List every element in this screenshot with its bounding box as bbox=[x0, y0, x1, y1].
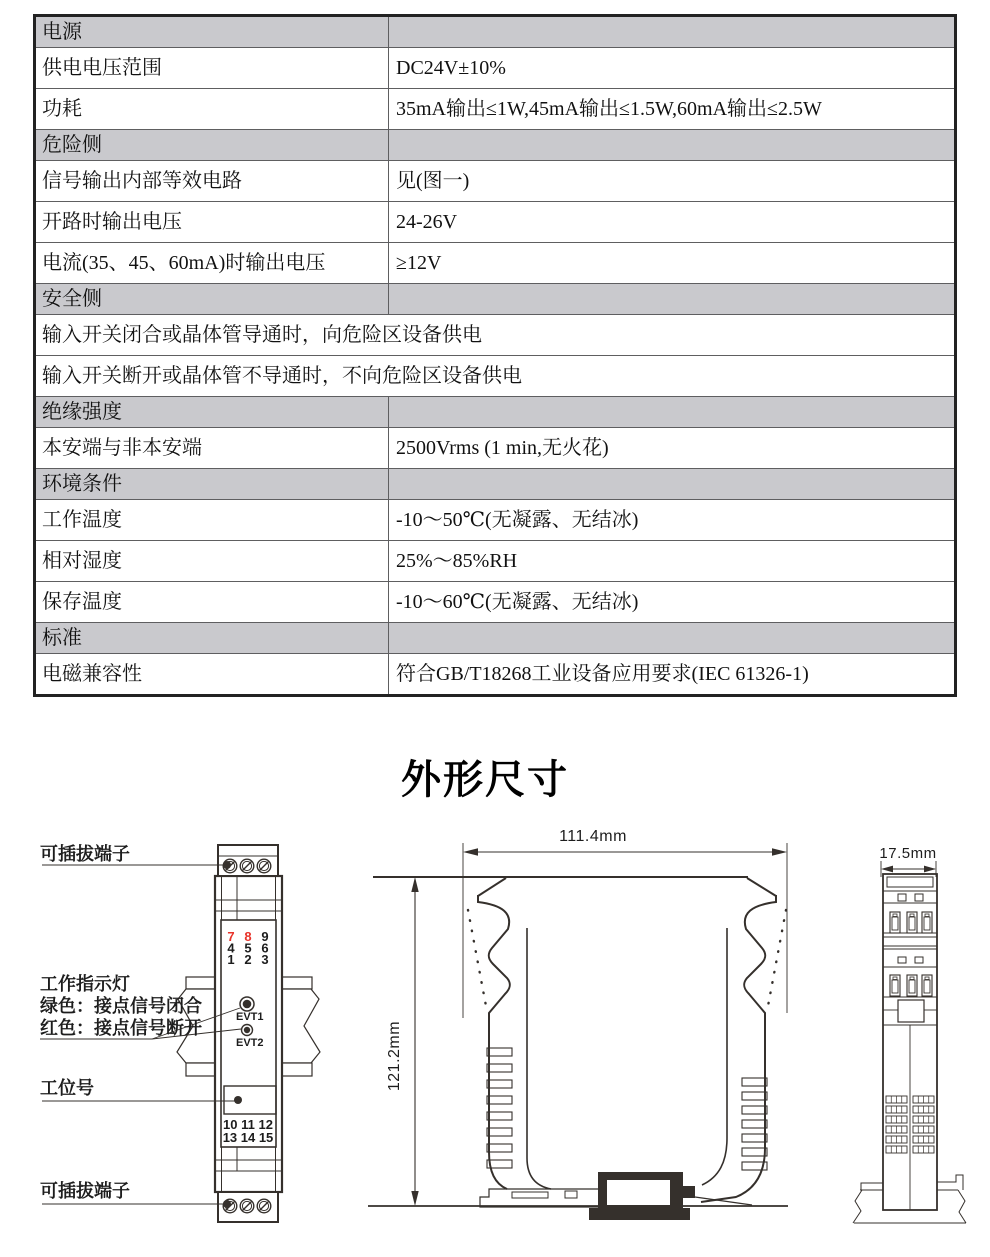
label-indicator-green: 绿色：接点信号闭合 bbox=[40, 996, 202, 1016]
end-view bbox=[853, 845, 966, 1223]
row-label: 输入开关断开或晶体管不导通时，不向危险区设备供电 bbox=[42, 365, 522, 387]
row-label: 绝缘强度 bbox=[36, 397, 389, 427]
row-value: 2500Vrms (1 min,无火花) bbox=[396, 437, 609, 459]
terminal-number: 7 bbox=[227, 929, 235, 944]
side-view bbox=[368, 828, 788, 1220]
din-rail-right bbox=[280, 977, 320, 1076]
width-dimension-label: 111.4mm bbox=[559, 828, 627, 845]
row-label: 危险侧 bbox=[36, 130, 389, 160]
row-label: 功耗 bbox=[36, 89, 389, 129]
label-station-number: 工位号 bbox=[40, 1078, 94, 1098]
terminal-number: 1 bbox=[227, 952, 235, 967]
arrow-right-icon bbox=[772, 848, 787, 856]
row-value: DC24V±10% bbox=[396, 57, 506, 79]
vent-slots-left bbox=[487, 1048, 512, 1168]
row-label: 标准 bbox=[36, 623, 389, 653]
arrow-right-icon bbox=[924, 866, 936, 873]
terminal-numbers-bottom-row1: 10 11 12 bbox=[223, 1117, 273, 1132]
row-label: 供电电压范围 bbox=[36, 48, 389, 88]
row-value: 符合GB/T18268工业设备应用要求(IEC 61326-1) bbox=[396, 663, 809, 685]
enclosure-left-profile bbox=[478, 895, 510, 1189]
terminal-number: 5 bbox=[244, 940, 252, 956]
row-label: 本安端与非本安端 bbox=[36, 428, 389, 468]
terminal-numbers-bottom-row2: 13 14 15 bbox=[222, 1130, 274, 1145]
row-label: 保存温度 bbox=[36, 582, 389, 622]
row-label: 信号输出内部等效电路 bbox=[36, 161, 389, 201]
vent-slots-right bbox=[742, 1078, 767, 1170]
row-label: 安全侧 bbox=[36, 284, 389, 314]
row-label: 电流(35、45、60mA)时输出电压 bbox=[36, 243, 389, 283]
terminal-number: 4 bbox=[227, 940, 235, 956]
terminal-number: 2 bbox=[244, 952, 252, 967]
led-label-evt2: EVT2 bbox=[236, 1037, 264, 1049]
terminal-number: 3 bbox=[261, 952, 269, 967]
row-label: 相对湿度 bbox=[36, 541, 389, 581]
terminal-number: 6 bbox=[261, 940, 269, 956]
label-indicator-red: 红色：接点信号断开 bbox=[40, 1018, 202, 1038]
label-pluggable-terminal-bottom: 可插拔端子 bbox=[40, 1181, 130, 1201]
arrow-left-icon bbox=[463, 848, 478, 856]
row-label: 电源 bbox=[36, 17, 389, 47]
end-width-dimension-label: 17.5mm bbox=[879, 845, 937, 862]
row-value: 25%～85%RH bbox=[396, 550, 518, 572]
row-label: 输入开关闭合或晶体管导通时，向危险区设备供电 bbox=[42, 324, 482, 346]
row-label: 环境条件 bbox=[36, 469, 389, 499]
row-label: 工作温度 bbox=[36, 500, 389, 540]
din-clip bbox=[589, 1172, 752, 1220]
leader-dot bbox=[223, 861, 231, 869]
row-value: 24-26V bbox=[396, 211, 458, 233]
terminal-number: 9 bbox=[261, 929, 269, 944]
led-label-evt1: EVT1 bbox=[236, 1011, 264, 1023]
dotted-line-left bbox=[468, 910, 486, 1006]
arrow-up-icon bbox=[411, 877, 418, 892]
arrow-down-icon bbox=[411, 1191, 418, 1206]
row-value: 见(图一) bbox=[396, 170, 470, 192]
front-view bbox=[40, 843, 320, 1222]
label-indicator-title: 工作指示灯 bbox=[40, 974, 130, 994]
label-pluggable-terminal-top: 可插拔端子 bbox=[40, 844, 130, 864]
arrow-left-icon bbox=[881, 866, 893, 873]
height-dimension-label: 121.2mm bbox=[386, 1020, 403, 1092]
terminal-number: 8 bbox=[244, 929, 252, 944]
leader-dot bbox=[234, 1096, 242, 1104]
row-value: -10～50℃(无凝露、无结冰) bbox=[396, 509, 639, 531]
terminal-numbers-top bbox=[227, 929, 268, 967]
dotted-line-right bbox=[768, 910, 786, 1006]
row-value: -10～60℃(无凝露、无结冰) bbox=[396, 591, 639, 613]
row-value: 35mA输出≤1W,45mA输出≤1.5W,60mA输出≤2.5W bbox=[396, 98, 822, 120]
leader-dot bbox=[223, 1200, 231, 1208]
row-label: 开路时输出电压 bbox=[36, 202, 389, 242]
section-title: 外形尺寸 bbox=[401, 758, 569, 802]
row-value: ≥12V bbox=[396, 252, 442, 274]
row-label: 电磁兼容性 bbox=[36, 654, 389, 694]
